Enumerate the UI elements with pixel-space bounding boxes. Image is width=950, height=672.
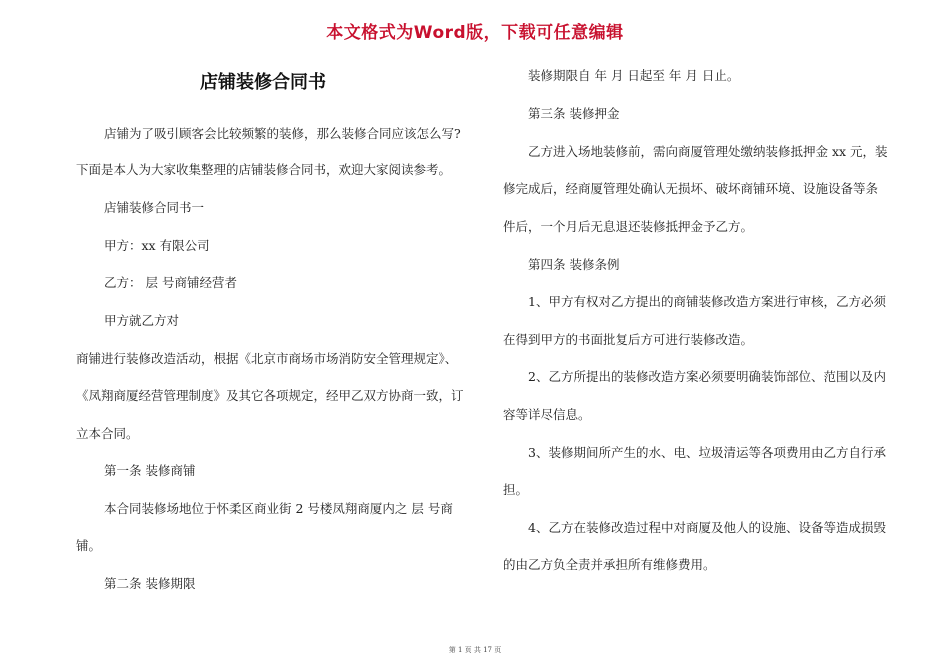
page-footer: 第 1 页 共 17 页	[448, 646, 502, 654]
section-heading: 第四条 装修条例	[528, 257, 620, 272]
paragraph-line: 甲方就乙方对	[104, 313, 180, 328]
top-banner: 本文格式为Word版，下载可任意编辑	[326, 23, 624, 43]
paragraph-line: 立本合同。	[76, 426, 139, 441]
paragraph-line: 商铺进行装修改造活动，根据《北京市商场市场消防安全管理规定》、	[76, 351, 458, 366]
section-heading: 第三条 装修押金	[528, 106, 620, 121]
paragraph-line: 1、甲方有权对乙方提出的商铺装修改造方案进行审核，乙方必须	[528, 294, 886, 309]
paragraph-line: 甲方：xx 有限公司	[104, 238, 210, 253]
paragraph-line: 担。	[503, 482, 529, 497]
paragraph-line: 在得到甲方的书面批复后方可进行装修改造。	[503, 332, 754, 347]
paragraph-line: 4、乙方在装修改造过程中对商厦及他人的设施、设备等造成损毁	[528, 520, 886, 535]
paragraph-line: 装修期限自 年 月 日起至 年 月 日止。	[528, 68, 740, 83]
section-heading: 第二条 装修期限	[104, 576, 196, 591]
paragraph-line: 下面是本人为大家收集整理的店铺装修合同书，欢迎大家阅读参考。	[76, 162, 452, 177]
paragraph-line: 店铺为了吸引顾客会比较频繁的装修，那么装修合同应该怎么写?	[104, 126, 461, 141]
document-title: 店铺装修合同书	[200, 72, 326, 93]
paragraph-line: 铺。	[76, 538, 102, 553]
paragraph-line: 件后，一个月后无息退还装修抵押金予乙方。	[503, 219, 754, 234]
section-heading: 第一条 装修商铺	[104, 463, 196, 478]
paragraph-line: 乙方进入场地装修前，需向商厦管理处缴纳装修抵押金 xx 元，装	[528, 144, 888, 159]
paragraph-line: 的由乙方负全责并承担所有维修费用。	[503, 557, 716, 572]
paragraph-line: 乙方： 层 号商铺经营者	[104, 275, 237, 290]
paragraph-line: 修完成后，经商厦管理处确认无损坏、破坏商铺环境、设施设备等条	[503, 181, 879, 196]
paragraph-line: 本合同装修场地位于怀柔区商业街 2 号楼凤翔商厦内之 层 号商	[104, 501, 453, 516]
paragraph-line: 3、装修期间所产生的水、电、垃圾清运等各项费用由乙方自行承	[528, 445, 886, 460]
paragraph-line: 店铺装修合同书一	[104, 200, 205, 215]
paragraph-line: 容等详尽信息。	[503, 407, 591, 422]
paragraph-line: 《凤翔商厦经营管理制度》及其它各项规定，经甲乙双方协商一致，订	[76, 388, 464, 403]
paragraph-line: 2、乙方所提出的装修改造方案必须要明确装饰部位、范围以及内	[528, 369, 886, 384]
